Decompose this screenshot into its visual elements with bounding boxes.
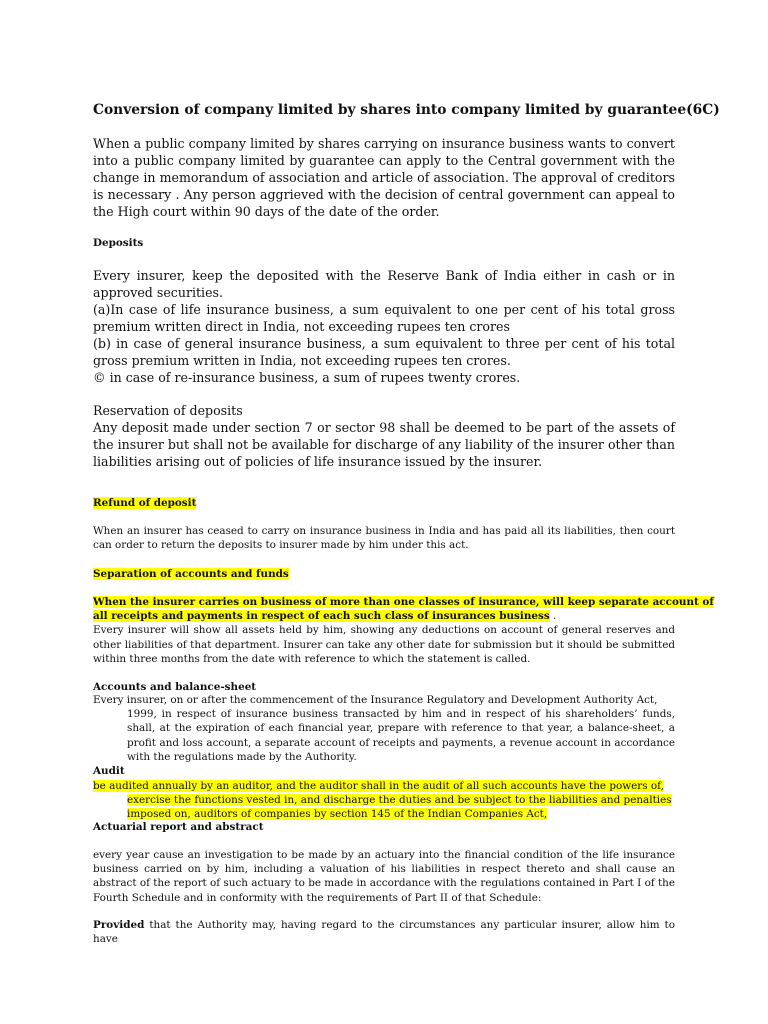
provided-keyword: Provided xyxy=(93,919,145,931)
provided-text: that the Authority may, having regard to the circumstances any particular insurer, allow him to have xyxy=(93,919,675,946)
separation-bold-line-1: When the insurer carries on business of more than one classes of insurance, will keep separate account of xyxy=(93,596,714,608)
deposits-item-b: (b) in case of general insurance business, a sum equivalent to three per cent of his total gross premium written in India, not exceeding rupees ten crores. xyxy=(93,336,675,368)
audit-line-3: imposed on, auditors of companies by section 145 of the Indian Companies Act, xyxy=(127,808,548,821)
refund-heading: Refund of deposit xyxy=(93,497,197,509)
reservation-text: Any deposit made under section 7 or sector 98 shall be deemed to be part of the assets of the insurer but shall not be available for discharge of any liability of the insurer other than liabilities arising out of policies of life insurance issued by the insurer. xyxy=(93,420,675,469)
deposits-item-a: (a)In case of life insurance business, a sum equivalent to one per cent of his total gross premium written direct in India, not exceeding rupees ten crores xyxy=(93,302,675,334)
audit-heading: Audit xyxy=(93,765,125,777)
separation-bold-line-2: all receipts and payments in respect of each such class of insurances business . xyxy=(93,610,557,623)
deposits-item-c: © in case of re-insurance business, a sum of rupees twenty crores. xyxy=(93,370,521,385)
deposits-section xyxy=(93,267,675,386)
accounts-text: 1999, in respect of insurance business transacted by him and in respect of his shareholders’ funds, shall, at the expiration of each financial year, prepare with reference to that year, a balance-sheet, a profit and loss account, a separate account of receipts and payments, a revenue account in accordance with the regulations made by the Authority. xyxy=(127,708,675,763)
reservation-section xyxy=(93,402,675,470)
separation-heading: Separation of accounts and funds xyxy=(93,568,289,580)
audit-section xyxy=(93,779,675,822)
separation-section xyxy=(93,595,714,666)
actuarial-heading: Actuarial report and abstract xyxy=(93,821,264,833)
conversion-paragraph: When a public company limited by shares carrying on insurance business wants to convert into a public company limited by guarantee can apply to the Central government with the change in memorandum of association and article of association. The approval of creditors is necessary . Any person aggrieved with the decision of central government can appeal to the High court within 90 days of the date of the order. xyxy=(93,136,675,219)
deposits-heading: Deposits xyxy=(93,237,144,249)
page-title: Conversion of company limited by shares into company limited by guarantee(6C) xyxy=(93,102,720,118)
deposits-intro: Every insurer, keep the deposited with the Reserve Bank of India either in cash or in approved securities. xyxy=(93,268,675,300)
accounts-section xyxy=(93,693,675,764)
accounts-heading: Accounts and balance-sheet xyxy=(93,681,257,693)
separation-text: Every insurer will show all assets held by him, showing any deductions on account of general reserves and other liabilities of that department. Insurer can take any other date for submission but it should be submitted within three months from the date with reference to which the statement is called. xyxy=(93,624,675,665)
refund-text: When an insurer has ceased to carry on insurance business in India and has paid all its liabilities, then court can order to return the deposits to insurer made by him under this act. xyxy=(93,525,675,552)
reservation-heading: Reservation of deposits xyxy=(93,403,243,418)
accounts-first-line: Every insurer, on or after the commencement of the Insurance Regulatory and Development Authority Act, xyxy=(93,694,658,706)
audit-line-1: be audited annually by an auditor, and the auditor shall in the audit of all such accounts have the powers of, xyxy=(93,780,664,792)
actuarial-text: every year cause an investigation to be made by an actuary into the financial condition of the life insurance business carried on by him, including a valuation of his liabilities in respect thereto and shall cause an abstract of the report of such actuary to be made in accordance with the regulations contained in Part I of the Fourth Schedule and in conformity with the requirements of Part II of that Schedule: xyxy=(93,849,675,904)
provided-paragraph xyxy=(93,918,675,946)
document-page xyxy=(93,0,720,1024)
audit-line-2: exercise the functions vested in, and discharge the duties and be subject to the liabilities and penalties xyxy=(127,794,672,807)
